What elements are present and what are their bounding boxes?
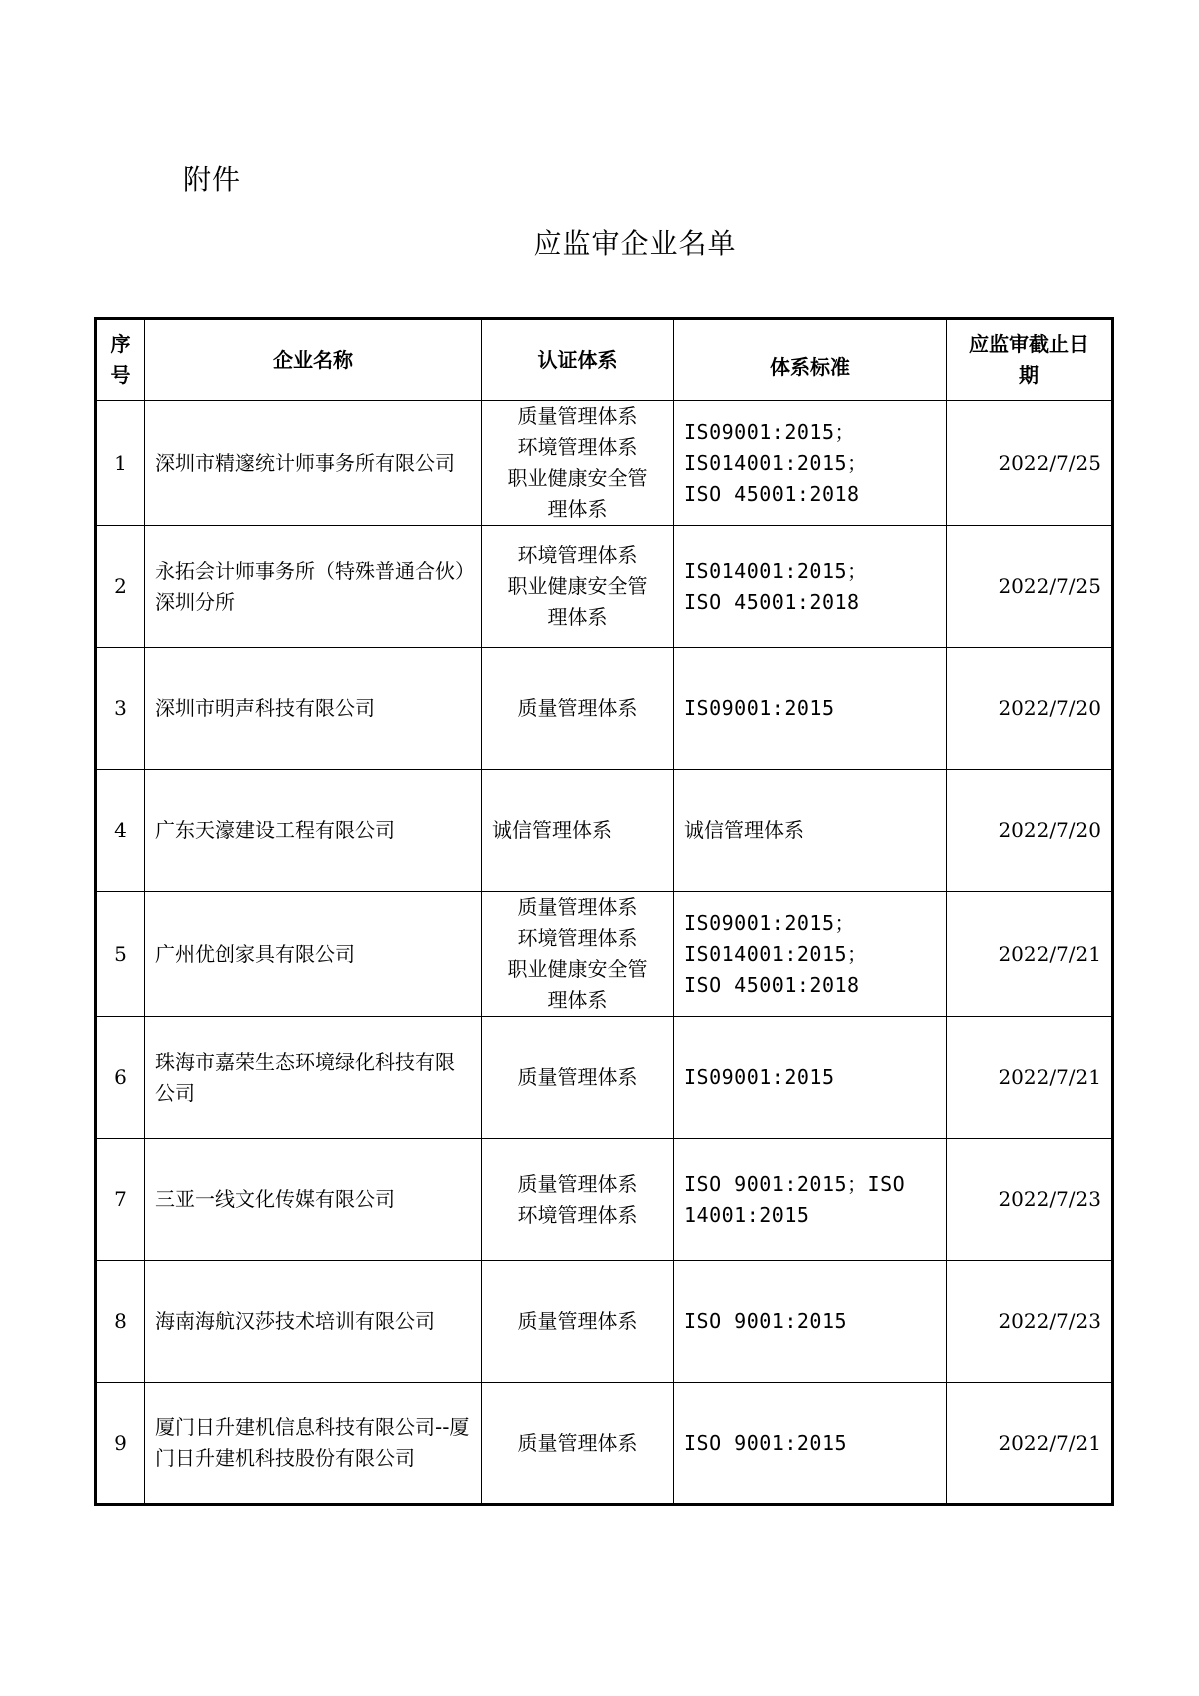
- certification-system: [482, 648, 674, 770]
- system-standard: [674, 1383, 947, 1505]
- certification-system-line: 质量管理体系: [517, 895, 638, 919]
- row-index: 3: [96, 648, 145, 770]
- system-standard: [674, 526, 947, 648]
- system-standard-line: IS014001:2015；: [684, 450, 868, 475]
- table-header-row: [96, 319, 1113, 401]
- certification-system-line: 职业健康安全管: [507, 574, 648, 598]
- company-name: [145, 401, 482, 526]
- certification-system: [482, 770, 674, 892]
- certification-system-line: 诚信管理体系: [492, 818, 612, 842]
- header-deadline: [947, 319, 1113, 401]
- system-standard: [674, 1261, 947, 1383]
- company-name: [145, 1017, 482, 1139]
- header-company: 企业名称: [145, 319, 482, 401]
- company-name: [145, 526, 482, 648]
- header-index: [96, 319, 145, 401]
- company-name: [145, 770, 482, 892]
- certification-system-line: 质量管理体系: [517, 1171, 638, 1196]
- certification-system-line: 质量管理体系: [517, 1065, 638, 1089]
- deadline-date: 2022/7/21: [947, 1383, 1113, 1505]
- row-index: 5: [96, 892, 145, 1017]
- row-index: 8: [96, 1261, 145, 1383]
- deadline-date: 2022/7/25: [947, 526, 1113, 648]
- row-index: 7: [96, 1139, 145, 1261]
- certification-system-line: 质量管理体系: [517, 1309, 638, 1333]
- deadline-date: 2022/7/23: [947, 1139, 1113, 1261]
- company-name-text: 深圳市明声科技有限公司: [155, 696, 375, 720]
- system-standard-line: ISO 9001:2015: [684, 1430, 848, 1455]
- certification-system: [482, 1139, 674, 1261]
- certification-system: [482, 1017, 674, 1139]
- system-standard-line: 14001:2015: [684, 1202, 810, 1227]
- company-name-text: 三亚一线文化传媒有限公司: [155, 1187, 395, 1211]
- system-standard-line: IS09001:2015: [684, 1065, 835, 1089]
- header-system: 认证体系: [482, 319, 674, 401]
- company-name: [145, 1261, 482, 1383]
- header-index-line: 号: [110, 363, 131, 387]
- certification-system-line: 环境管理体系: [517, 926, 638, 950]
- system-standard: [674, 1017, 947, 1139]
- certification-system-line: 环境管理体系: [517, 435, 638, 459]
- company-name: [145, 1383, 482, 1505]
- certification-system: [482, 526, 674, 648]
- system-standard-line: 诚信管理体系: [684, 818, 804, 842]
- system-standard: [674, 401, 947, 526]
- table-row: [96, 1017, 1113, 1139]
- certification-system: [482, 1383, 674, 1505]
- system-standard-line: IS09001:2015: [684, 696, 835, 720]
- certification-system-line: 理体系: [547, 497, 608, 521]
- company-name: [145, 1139, 482, 1261]
- table-row: [96, 526, 1113, 648]
- certification-system: [482, 401, 674, 526]
- system-standard: [674, 892, 947, 1017]
- row-index: 1: [96, 401, 145, 526]
- system-standard-line: ISO 45001:2018: [684, 481, 860, 506]
- system-standard-line: ISO 9001:2015；ISO: [684, 1171, 906, 1196]
- row-index: 9: [96, 1383, 145, 1505]
- system-standard-line: ISO 45001:2018: [684, 972, 860, 997]
- row-index: 6: [96, 1017, 145, 1139]
- system-standard-line: ISO 9001:2015: [684, 1309, 848, 1333]
- certification-system-line: 环境管理体系: [517, 1202, 638, 1227]
- table-row: [96, 892, 1113, 1017]
- certification-system-line: 质量管理体系: [517, 404, 638, 428]
- deadline-date: 2022/7/21: [947, 1017, 1113, 1139]
- row-index: 4: [96, 770, 145, 892]
- company-name-text: 海南海航汉莎技术培训有限公司: [155, 1309, 435, 1333]
- attachment-label: 附件: [183, 163, 242, 196]
- certification-system-line: 质量管理体系: [517, 696, 638, 720]
- header-deadline-line: 期: [1019, 363, 1039, 387]
- deadline-date: 2022/7/21: [947, 892, 1113, 1017]
- system-standard: [674, 770, 947, 892]
- company-name: [145, 648, 482, 770]
- certification-system-line: 职业健康安全管: [507, 957, 648, 981]
- company-name-text: 珠海市嘉荣生态环境绿化科技有限公司: [155, 1049, 455, 1105]
- row-index: 2: [96, 526, 145, 648]
- certification-system-line: 理体系: [547, 605, 608, 629]
- table-row: [96, 1383, 1113, 1505]
- header-deadline-line: 应监审截止日: [969, 332, 1089, 356]
- system-standard-line: IS014001:2015；: [684, 558, 868, 583]
- system-standard-line: IS09001:2015；: [684, 910, 855, 935]
- page-title: 应监审企业名单: [533, 227, 737, 260]
- system-standard-line: ISO 45001:2018: [684, 589, 860, 614]
- certification-system: [482, 1261, 674, 1383]
- company-name-text: 广东天濠建设工程有限公司: [155, 818, 395, 842]
- certification-system-line: 职业健康安全管: [507, 466, 648, 490]
- table-row: [96, 648, 1113, 770]
- table-row: [96, 1261, 1113, 1383]
- company-name-text: 厦门日升建机信息科技有限公司--厦门日升建机科技股份有限公司: [155, 1415, 470, 1470]
- deadline-date: 2022/7/23: [947, 1261, 1113, 1383]
- table-row: [96, 1139, 1113, 1261]
- deadline-date: 2022/7/20: [947, 648, 1113, 770]
- company-name: [145, 892, 482, 1017]
- system-standard: [674, 1139, 947, 1261]
- deadline-date: 2022/7/25: [947, 401, 1113, 526]
- certification-system: [482, 892, 674, 1017]
- header-standard: 体系标准: [674, 319, 947, 401]
- certification-system-line: 环境管理体系: [517, 543, 638, 567]
- header-index-line: 序: [110, 332, 131, 356]
- company-name-text: 永拓会计师事务所（特殊普通合伙）深圳分所: [155, 558, 465, 614]
- company-name-text: 深圳市精邃统计师事务所有限公司: [155, 450, 455, 475]
- certification-system-line: 理体系: [547, 988, 608, 1012]
- table-row: [96, 770, 1113, 892]
- system-standard-line: IS09001:2015；: [684, 419, 855, 444]
- system-standard: [674, 648, 947, 770]
- company-name-text: 广州优创家具有限公司: [155, 941, 355, 966]
- table-row: [96, 401, 1113, 526]
- system-standard-line: IS014001:2015；: [684, 941, 868, 966]
- enterprise-table: [94, 317, 1114, 1506]
- deadline-date: 2022/7/20: [947, 770, 1113, 892]
- certification-system-line: 质量管理体系: [517, 1430, 638, 1455]
